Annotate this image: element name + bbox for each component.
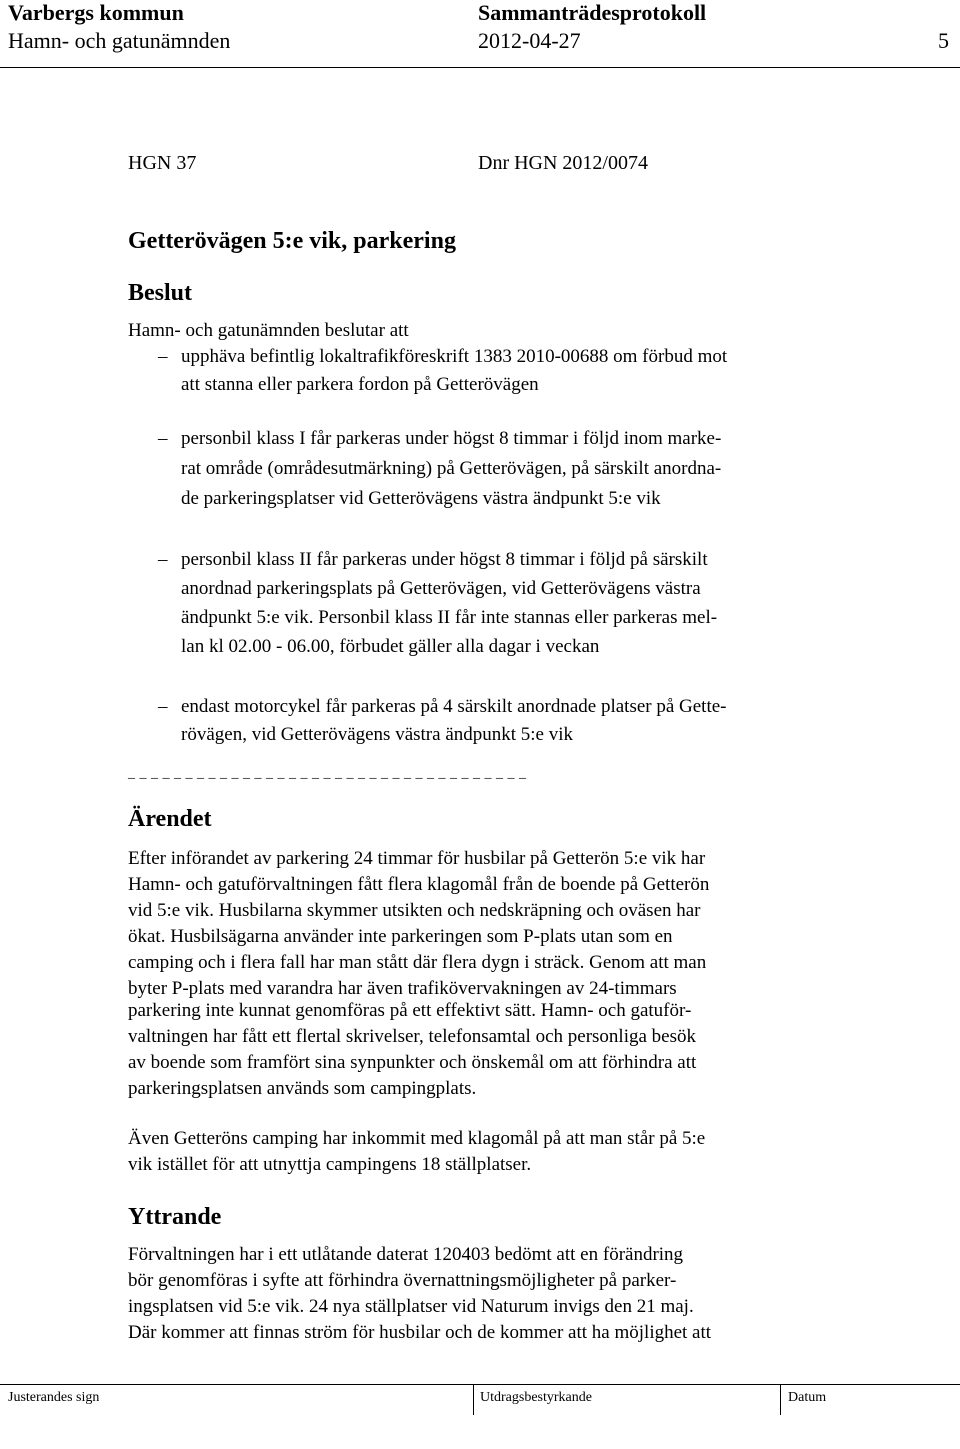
- footer-divider: [473, 1385, 474, 1415]
- beslut-item-line: endast motorcykel får parkeras på 4 särskilt anordnade platser på Gette-: [181, 696, 727, 717]
- footer-utdrag-label: Utdragsbestyrkande: [480, 1390, 592, 1405]
- beslut-item-line: att stanna eller parkera fordon på Getterövägen: [181, 374, 539, 395]
- beslut-item-line: lan kl 02.00 - 06.00, förbudet gäller alla dagar i veckan: [181, 636, 600, 657]
- paragraph-line: camping och i flera fall har man stått där flera dygn i sträck. Genom att man: [128, 952, 707, 973]
- footer-datum-label: Datum: [788, 1390, 827, 1405]
- footer-rule: [0, 1384, 960, 1385]
- doc-type: Sammanträdesprotokoll: [478, 0, 707, 25]
- paragraph-line: av boende som framfört sina synpunkter och önskemål om att förhindra att: [128, 1052, 697, 1073]
- paragraph-line: Där kommer att finnas ström för husbilar och de kommer att ha möjlighet att: [128, 1322, 712, 1343]
- yttrande-heading: Yttrande: [128, 1204, 222, 1230]
- paragraph-line: parkeringsplatsen används som campingplats.: [128, 1078, 477, 1099]
- paragraph-line: parkering inte kunnat genomföras på ett effektivt sätt. Hamn- och gatuför-: [128, 1000, 692, 1021]
- paragraph-line: bör genomföras i syfte att förhindra övernattningsmöjligheter på parker-: [128, 1270, 677, 1291]
- arendet-heading: Ärendet: [128, 806, 212, 832]
- beslut-item-line: rat område (områdesutmärkning) på Getterövägen, på särskilt anordna-: [181, 458, 722, 479]
- paragraph-line: Förvaltningen har i ett utlåtande daterat 120403 bedömt att en förändring: [128, 1244, 684, 1265]
- paragraph-line: valtningen har fått ett flertal skrivelser, telefonsamtal och personliga besök: [128, 1026, 696, 1047]
- dashed-separator: _ _ _ _ _ _ _ _ _ _ _ _ _ _ _ _ _ _ _ _ _ _ _ _ _ _ _ _ _ _ _ _ _ _ _: [128, 766, 527, 781]
- beslut-item-line: rövägen, vid Getterövägens västra ändpunkt 5:e vik: [181, 724, 574, 745]
- footer-divider: [780, 1385, 781, 1415]
- dash-bullet: –: [158, 346, 168, 367]
- beslut-item-line: personbil klass II får parkeras under högst 8 timmar i följd på särskilt: [181, 549, 708, 570]
- page-number: 5: [938, 28, 949, 53]
- paragraph-line: Efter införandet av parkering 24 timmar för husbilar på Getterön 5:e vik har: [128, 848, 706, 869]
- paragraph-line: ökat. Husbilsägarna använder inte parkeringen som P-plats utan som en: [128, 926, 673, 947]
- paragraph-line: vid 5:e vik. Husbilarna skymmer utsikten och nedskräpning och oväsen har: [128, 900, 701, 921]
- paragraph-line: ingsplatsen vid 5:e vik. 24 nya ställplatser vid Naturum invigs den 21 maj.: [128, 1296, 694, 1317]
- beslut-item-line: upphäva befintlig lokaltrafikföreskrift 1383 2010-00688 om förbud mot: [181, 346, 728, 367]
- paragraph-line: vik istället för att utnyttja campingens 18 ställplatser.: [128, 1154, 532, 1175]
- dash-bullet: –: [158, 549, 168, 570]
- dash-bullet: –: [158, 428, 168, 449]
- paragraph-line: Även Getteröns camping har inkommit med klagomål på att man står på 5:e: [128, 1128, 706, 1149]
- beslut-item-line: anordnad parkeringsplats på Getterövägen, vid Getterövägens västra: [181, 578, 701, 599]
- beslut-item-line: ändpunkt 5:e vik. Personbil klass II får inte stannas eller parkeras mel-: [181, 607, 718, 628]
- paragraph-line: byter P-plats med varandra har även trafikövervakningen av 24-timmars: [128, 978, 677, 999]
- header-rule: [0, 67, 960, 68]
- org-name: Varbergs kommun: [8, 0, 184, 25]
- case-title: Getterövägen 5:e vik, parkering: [128, 228, 456, 254]
- dash-bullet: –: [158, 696, 168, 717]
- committee-name: Hamn- och gatunämnden: [8, 28, 231, 53]
- beslut-intro: Hamn- och gatunämnden beslutar att: [128, 320, 409, 341]
- beslut-item-line: de parkeringsplatser vid Getterövägens västra ändpunkt 5:e vik: [181, 488, 661, 509]
- case-dnr: Dnr HGN 2012/0074: [478, 152, 648, 174]
- footer-sign-label: Justerandes sign: [8, 1390, 100, 1405]
- case-number: HGN 37: [128, 152, 197, 174]
- meeting-date: 2012-04-27: [478, 28, 581, 53]
- beslut-heading: Beslut: [128, 280, 193, 306]
- paragraph-line: Hamn- och gatuförvaltningen fått flera klagomål från de boende på Getterön: [128, 874, 710, 895]
- beslut-item-line: personbil klass I får parkeras under högst 8 timmar i följd inom marke-: [181, 428, 722, 449]
